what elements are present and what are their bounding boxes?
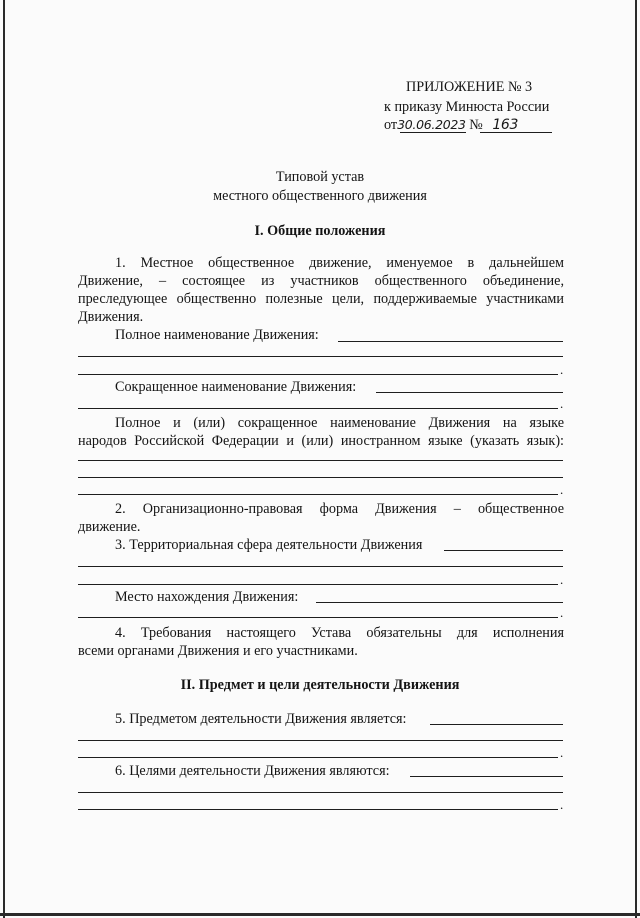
- scan-edge-left: [3, 0, 5, 918]
- order-reference: к приказу Минюста России: [384, 99, 550, 115]
- short-name-blank-2[interactable]: [78, 408, 558, 409]
- full-name-blank-end: .: [560, 362, 564, 377]
- goals-blank-2[interactable]: [78, 792, 563, 793]
- document-title-line1: Типовой устав: [275, 169, 365, 185]
- date-underline: [400, 132, 466, 133]
- location-blank-2[interactable]: [78, 617, 558, 618]
- territory-blank-end: .: [560, 572, 564, 587]
- goals-blank-3[interactable]: [78, 809, 558, 810]
- language-name-blank-3[interactable]: [78, 494, 558, 495]
- location-blank-1[interactable]: [316, 602, 563, 603]
- language-name-line2: народов Российской Федерации и (или) иностранном языке (указать язык):: [78, 433, 564, 449]
- paragraph-1-line3: преследующее общественно полезные цели, поддерживаемые участниками: [78, 291, 564, 307]
- subject-blank-2[interactable]: [78, 740, 563, 741]
- paragraph-4-line2: всеми органами Движения и его участниками.: [78, 643, 358, 659]
- territory-blank-3[interactable]: [78, 584, 558, 585]
- language-name-blank-2[interactable]: [78, 477, 563, 478]
- territory-blank-2[interactable]: [78, 566, 563, 567]
- document-title-line2: местного общественного движения: [213, 188, 427, 204]
- paragraph-2-line1: 2. Организационно-правовая форма Движения – общественное: [115, 501, 564, 517]
- territory-blank-1[interactable]: [444, 550, 563, 551]
- full-name-blank-3[interactable]: [78, 374, 558, 375]
- number-underline: [480, 132, 552, 133]
- scan-edge-right: [635, 0, 637, 918]
- paragraph-4-line1: 4. Требования настоящего Устава обязательны для исполнения: [115, 625, 564, 641]
- paragraph-1-line1: 1. Местное общественное движение, именуемое в дальнейшем: [115, 255, 564, 271]
- section-2-heading: II. Предмет и цели деятельности Движения: [180, 677, 460, 693]
- paragraph-6-label: 6. Целями деятельности Движения являются:: [115, 763, 390, 779]
- language-name-blank-1[interactable]: [78, 460, 563, 461]
- full-name-blank-2[interactable]: [78, 356, 563, 357]
- language-name-blank-end: .: [560, 482, 564, 497]
- subject-blank-1[interactable]: [430, 724, 563, 725]
- full-name-label: Полное наименование Движения:: [115, 327, 319, 343]
- order-number-handwritten: 163: [492, 117, 519, 133]
- goals-blank-end: .: [560, 797, 564, 812]
- full-name-blank-1[interactable]: [338, 341, 563, 342]
- goals-blank-1[interactable]: [410, 776, 563, 777]
- order-date-handwritten: 30.06.2023: [397, 117, 466, 132]
- paragraph-3-label: 3. Территориальная сфера деятельности Движения: [115, 537, 423, 553]
- location-label: Место нахождения Движения:: [115, 589, 299, 605]
- paragraph-5-label: 5. Предметом деятельности Движения является:: [115, 711, 407, 727]
- short-name-label: Сокращенное наименование Движения:: [115, 379, 357, 395]
- section-1-heading: I. Общие положения: [254, 223, 386, 239]
- paragraph-1-line2: Движение, – состоящее из участников общественного объединение,: [78, 273, 564, 289]
- subject-blank-end: .: [560, 745, 564, 760]
- number-prefix: №: [469, 117, 483, 133]
- date-prefix: от: [384, 117, 398, 133]
- scan-edge-bottom: [0, 913, 640, 916]
- paragraph-1-line4: Движения.: [78, 309, 144, 325]
- location-blank-end: .: [560, 605, 564, 620]
- appendix-label: ПРИЛОЖЕНИЕ № 3: [406, 79, 533, 95]
- subject-blank-3[interactable]: [78, 757, 558, 758]
- short-name-blank-end: .: [560, 396, 564, 411]
- short-name-blank-1[interactable]: [376, 392, 563, 393]
- language-name-line1: Полное и (или) сокращенное наименование Движения на языке: [115, 415, 564, 431]
- paragraph-2-line2: движение.: [78, 519, 141, 535]
